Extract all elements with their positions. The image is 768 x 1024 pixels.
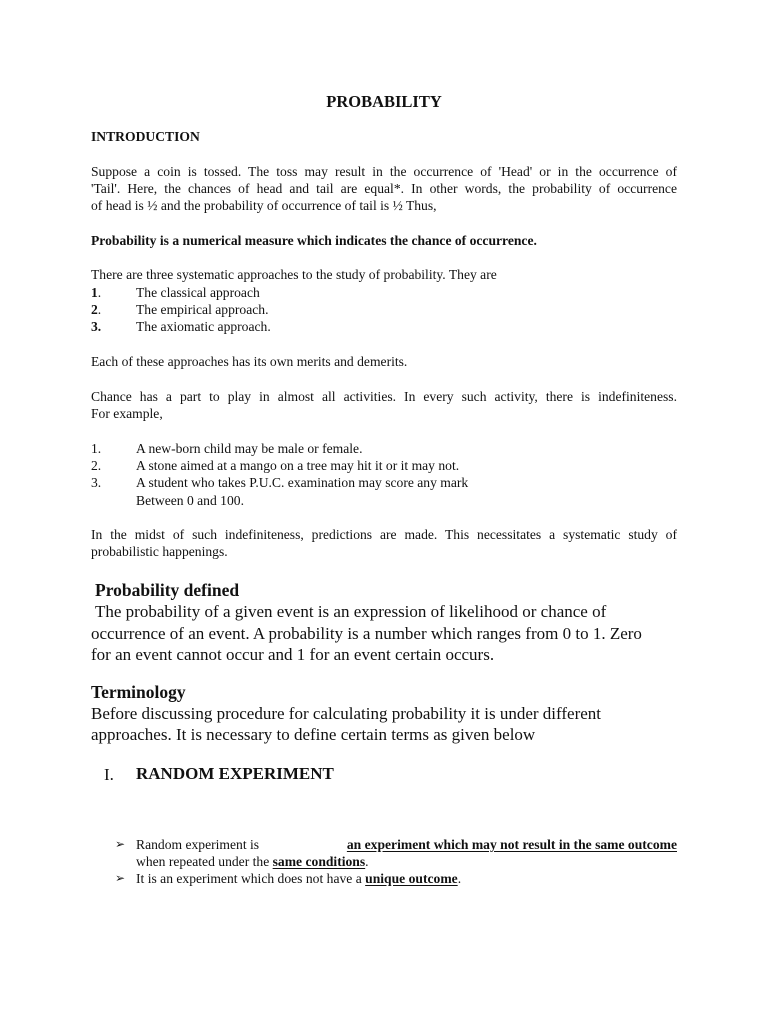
random-experiment-heading: RANDOM EXPERIMENT	[136, 764, 334, 783]
example-continuation: Between 0 and 100.	[136, 493, 244, 508]
page-title: PROBABILITY	[326, 92, 442, 111]
terminology-paragraph-line: approaches. It is necessary to define certain terms as given below	[91, 725, 536, 744]
example-item: A new-born child may be male or female.	[136, 441, 363, 456]
approach-item: The empirical approach.	[136, 302, 269, 317]
bullet-text: It is an experiment which does not have a	[136, 871, 362, 886]
example-item: A student who takes P.U.C. examination may score any mark	[136, 475, 469, 490]
merits-line: Each of these approaches has its own merits and demerits.	[91, 354, 408, 369]
intro-paragraph-line: 'Tail'. Here, the chances of head and tail are equal*. In other words, the probability of occurrence	[91, 181, 677, 196]
defined-paragraph-line: The probability of a given event is an expression of likelihood or chance of	[95, 602, 607, 621]
approach-number: 1.	[91, 285, 102, 300]
underlined-emphasis: an experiment which may not result in the same outcome	[346, 837, 677, 852]
bullet-line: It is an experiment which does not have a unique outcome.	[136, 871, 462, 886]
probability-defined-heading: Probability defined	[95, 580, 240, 600]
midst-paragraph-line: probabilistic happenings.	[91, 544, 228, 559]
underlined-emphasis: unique outcome	[365, 871, 458, 886]
bullet-text: Random experiment is	[136, 837, 260, 852]
midst-paragraph-line: In the midst of such indefiniteness, predictions are made. This necessitates a systematic study of	[91, 527, 677, 542]
intro-paragraph-line: Suppose a coin is tossed. The toss may result in the occurrence of 'Head' or in the occurrence of	[91, 164, 677, 179]
chance-paragraph-line: Chance has a part to play in almost all activities. In every such activity, there is indefiniteness.	[91, 389, 677, 404]
defined-paragraph-line: for an event cannot occur and 1 for an event certain occurs.	[91, 645, 495, 664]
bullet-line: when repeated under the same conditions.	[136, 854, 369, 869]
example-number: 1.	[91, 441, 102, 456]
bullet-text: when repeated under the	[136, 854, 270, 869]
definition-statement: Probability is a numerical measure which indicates the chance of occurrence.	[91, 233, 537, 248]
bullet-line	[136, 836, 677, 853]
approach-item: The classical approach	[136, 285, 260, 300]
section-numeral: I.	[104, 765, 114, 784]
example-number: 2.	[91, 458, 102, 473]
approaches-intro: There are three systematic approaches to the study of probability. They are	[91, 267, 497, 282]
underlined-emphasis: same conditions	[272, 854, 366, 869]
terminology-heading: Terminology	[91, 682, 186, 702]
introduction-heading: INTRODUCTION	[91, 129, 200, 144]
example-number: 3.	[91, 475, 102, 490]
defined-paragraph-line: occurrence of an event. A probability is a number which ranges from 0 to 1. Zero	[91, 624, 642, 643]
intro-paragraph-line: of head is ½ and the probability of occurrence of tail is ½ Thus,	[91, 198, 437, 213]
example-item: A stone aimed at a mango on a tree may hit it or it may not.	[136, 458, 460, 473]
arrowhead-bullet-icon: ➢	[115, 837, 126, 851]
chance-paragraph-line: For example,	[91, 406, 163, 421]
approach-number: 2.	[91, 302, 102, 317]
arrowhead-bullet-icon: ➢	[115, 871, 126, 885]
approach-number: 3.	[91, 319, 102, 334]
terminology-paragraph-line: Before discussing procedure for calculating probability it is under different	[91, 704, 601, 723]
approach-item: The axiomatic approach.	[136, 319, 271, 334]
